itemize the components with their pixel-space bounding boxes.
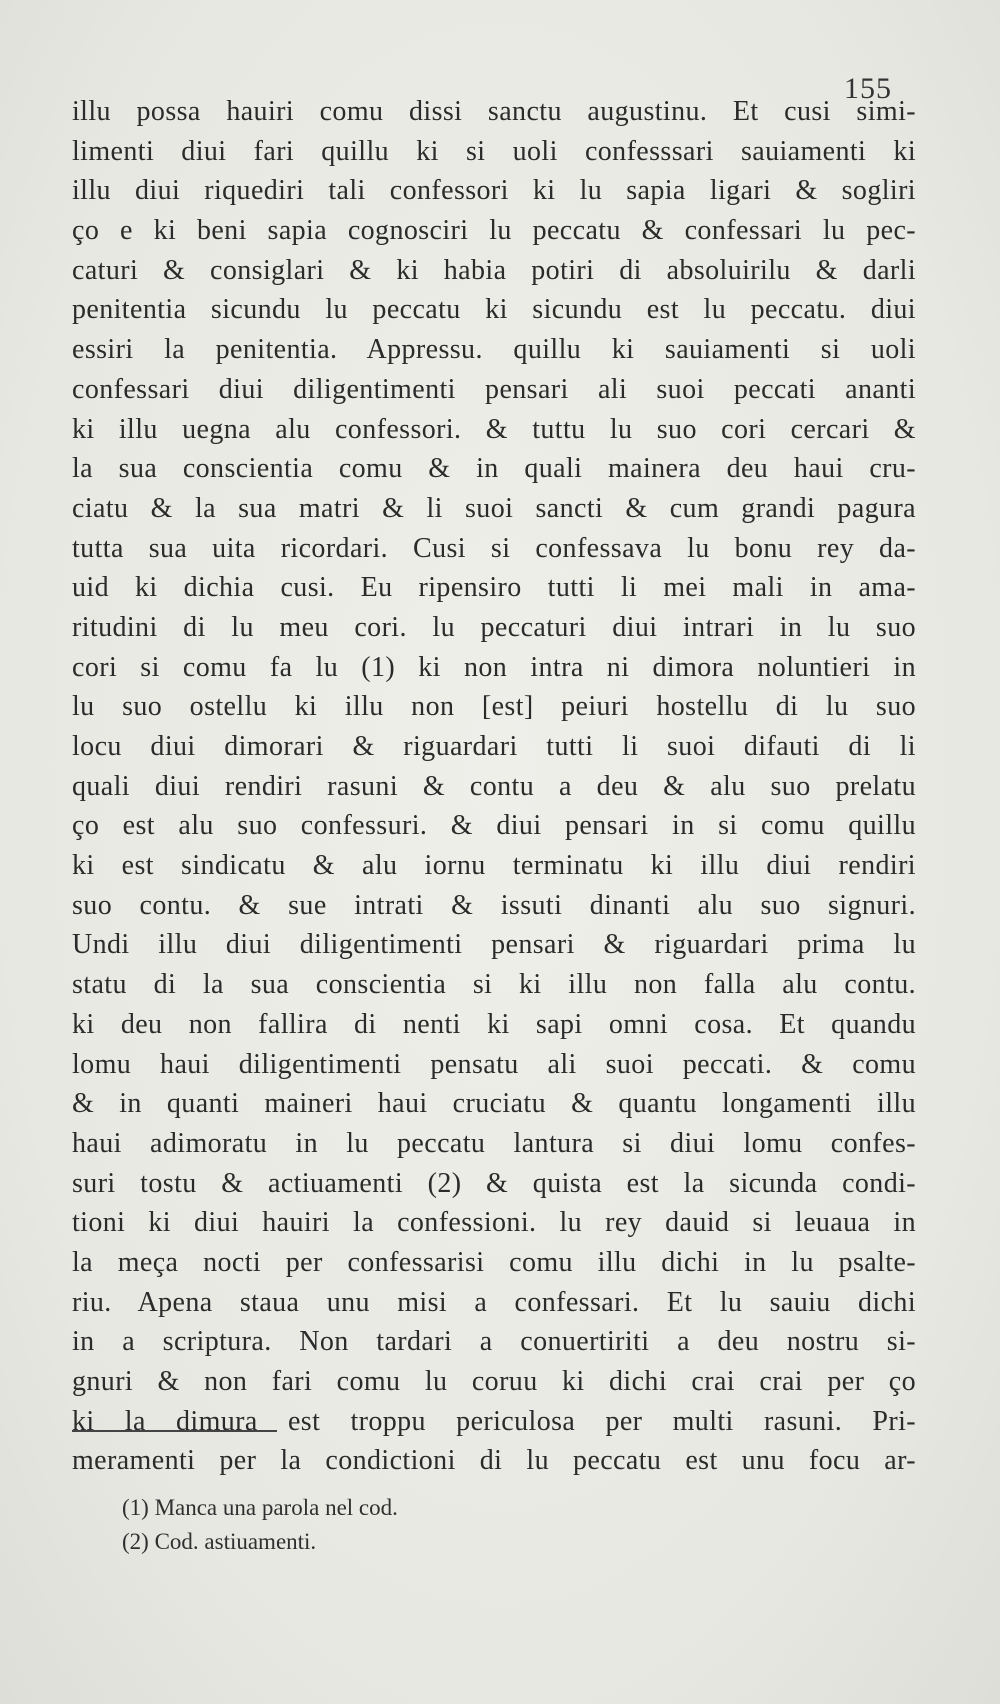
text-line: meramenti per la condictioni di lu peccatu est unu focu ar- — [72, 1445, 916, 1477]
text-line: penitentia sicundu lu peccatu ki sicundu est lu peccatu. diui — [72, 294, 916, 326]
text-line: in a scriptura. Non tardari a conuertiriti a deu nostru si- — [72, 1326, 916, 1358]
text-line: ki deu non fallira di nenti ki sapi omni cosa. Et quandu — [72, 1008, 916, 1040]
text-line: ki la dimura est troppu periculosa per multi rasuni. Pri- — [72, 1405, 916, 1437]
text-line: illu diui riquediri tali confessori ki lu sapia ligari & sogliri — [72, 175, 916, 207]
text-line: ço est alu suo confessuri. & diui pensari in si comu quillu — [72, 810, 916, 842]
text-line: la sua conscientia comu & in quali mainera deu haui cru- — [72, 453, 916, 485]
text-line: statu di la sua conscientia si ki illu non falla alu contu. — [72, 969, 916, 1001]
text-line: ritudini di lu meu cori. lu peccaturi diui intrari in lu suo — [72, 611, 916, 643]
footnote: (2) Cod. astiuamenti. — [122, 1529, 317, 1554]
text-line: uid ki dichia cusi. Eu ripensiro tutti li mei mali in ama- — [72, 572, 916, 604]
text-line: la meça nocti per confessarisi comu illu dichi in lu psalte- — [72, 1246, 916, 1278]
text-line: locu diui dimorari & riguardari tutti li suoi difauti di li — [72, 731, 916, 762]
text-line: gnuri & non fari comu lu coruu ki dichi crai crai per ço — [72, 1366, 916, 1397]
text-line: ki illu uegna alu confessori. & tuttu lu suo cori cercari & — [72, 413, 916, 445]
text-line: tutta sua uita ricordari. Cusi si confessava lu bonu rey da- — [72, 532, 916, 564]
text-line: ciatu & la sua matri & li suoi sancti & cum grandi pagura — [72, 492, 916, 524]
text-line: ço e ki beni sapia cognosciri lu peccatu & confessari lu pec- — [72, 215, 916, 247]
text-line: cori si comu fa lu (1) ki non intra ni dimora noluntieri in — [72, 651, 916, 683]
text-line: Undi illu diui diligentimenti pensari & riguardari prima lu — [72, 929, 916, 961]
footnote-divider — [72, 1430, 277, 1432]
text-line: & in quanti maineri haui cruciatu & quantu longamenti illu — [72, 1088, 916, 1120]
text-line: limenti diui fari quillu ki si uoli confesssari sauiamenti ki — [72, 135, 916, 167]
text-line: illu possa hauiri comu dissi sanctu augustinu. Et cusi simi- — [72, 96, 916, 127]
text-line: haui adimoratu in lu peccatu lantura si diui lomu confes- — [72, 1127, 916, 1159]
text-line: caturi & consiglari & ki habia potiri di absoluirilu & darli — [72, 254, 916, 286]
text-line: suo contu. & sue intrati & issuti dinanti alu suo signuri. — [72, 889, 916, 921]
text-line: quali diui rendiri rasuni & contu a deu & alu suo prelatu — [72, 770, 916, 802]
text-line: lomu haui diligentimenti pensatu ali suoi peccati. & comu — [72, 1048, 916, 1080]
text-line: suri tostu & actiuamenti (2) & quista est la sicunda condi- — [72, 1167, 916, 1199]
text-line: lu suo ostellu ki illu non [est] peiuri hostellu di lu suo — [72, 691, 916, 723]
footnotes — [122, 1491, 398, 1559]
footnote: (1) Manca una parola nel cod. — [122, 1495, 398, 1520]
body-text — [72, 92, 916, 1481]
page-number: 155 — [844, 72, 892, 105]
text-line: tioni ki diui hauiri la confessioni. lu rey dauid si leuaua in — [72, 1207, 916, 1239]
text-line: essiri la penitentia. Appressu. quillu ki sauiamenti si uoli — [72, 334, 916, 366]
text-line: ki est sindicatu & alu iornu terminatu ki illu diui rendiri — [72, 850, 916, 882]
text-line: riu. Apena staua unu misi a confessari. Et lu sauiu dichi — [72, 1286, 916, 1318]
text-line: confessari diui diligentimenti pensari ali suoi peccati ananti — [72, 373, 916, 405]
